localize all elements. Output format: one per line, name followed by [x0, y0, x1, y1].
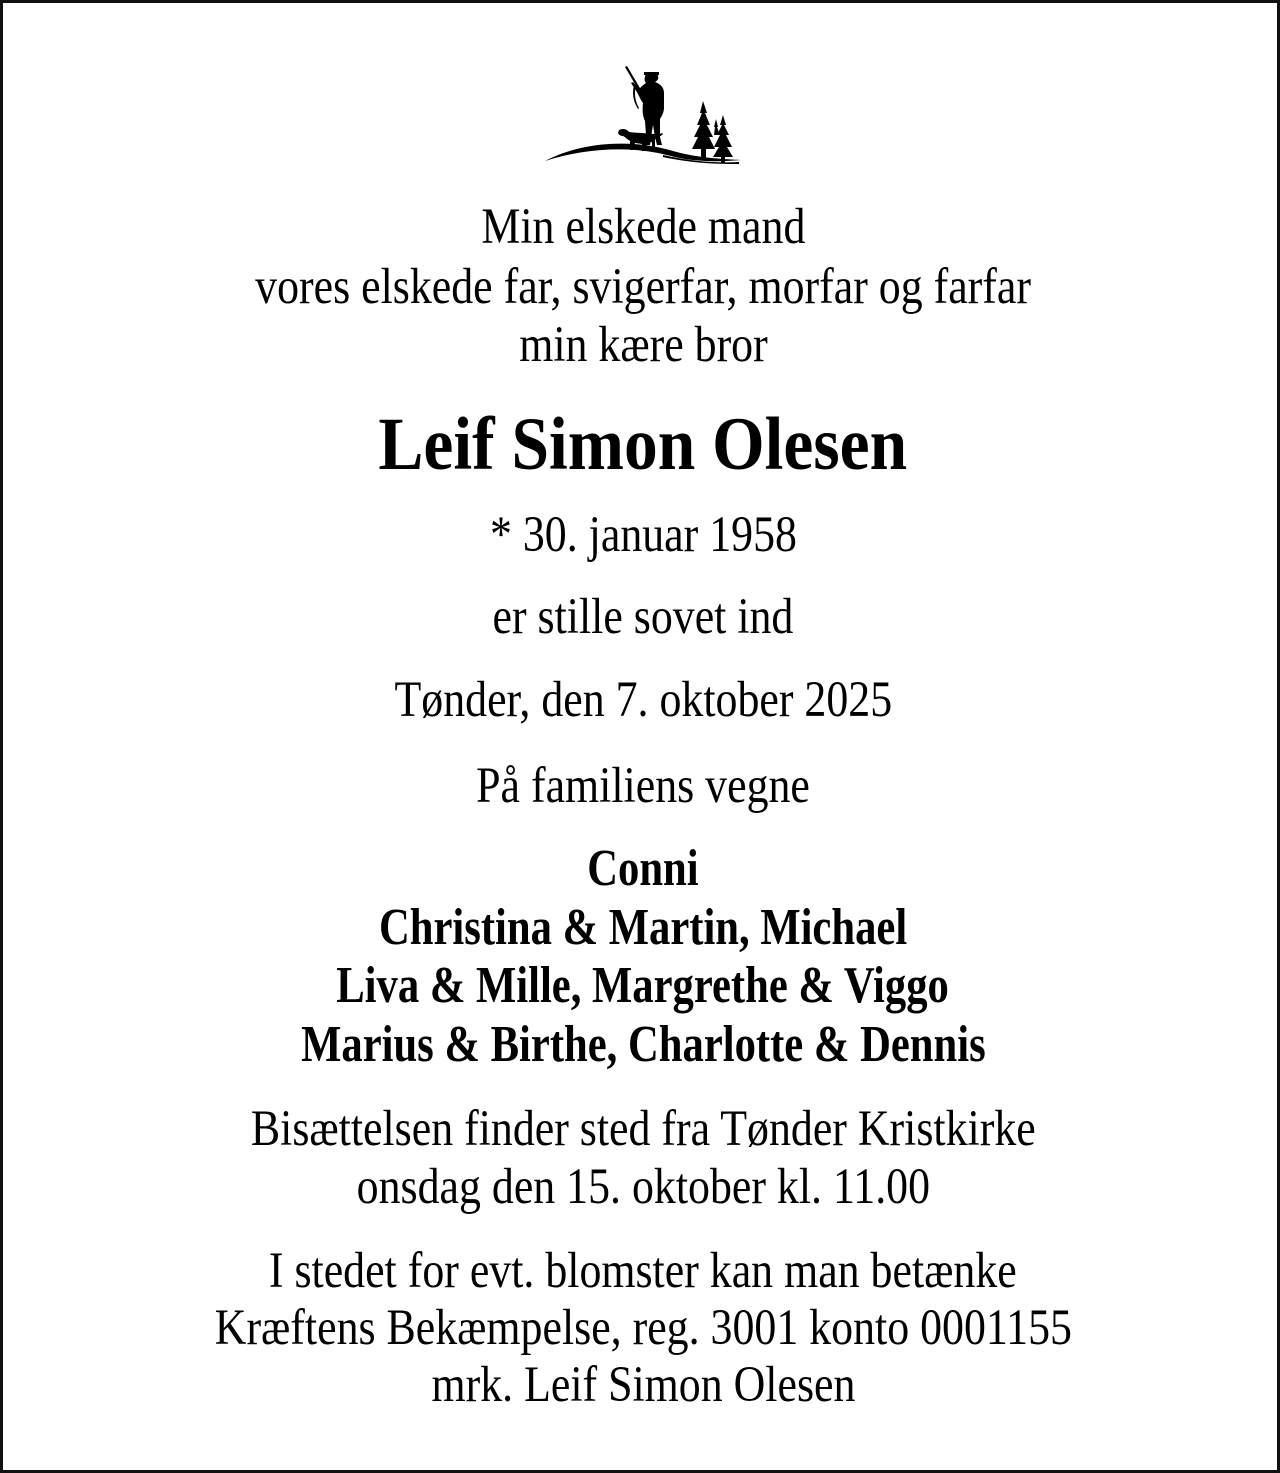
family-line: Marius & Birthe, Charlotte & Dennis: [300, 1016, 986, 1073]
family-line: Christina & Martin, Michael: [378, 899, 908, 956]
intro-line: min kære bror: [518, 317, 768, 373]
birth-date: * 30. januar 1958: [489, 507, 797, 563]
family-line: Conni: [587, 840, 699, 897]
family-line: Liva & Mille, Margrethe & Viggo: [336, 957, 950, 1014]
intro-line: vores elskede far, svigerfar, morfar og farfar: [255, 259, 1031, 315]
donation-line: mrk. Leif Simon Olesen: [431, 1357, 855, 1413]
passing-phrase: er stille sovet ind: [492, 589, 794, 645]
donation-line: Kræftens Bekæmpelse, reg. 3001 konto 0001155: [214, 1300, 1072, 1356]
funeral-line: Bisættelsen finder sted fra Tønder Kristkirke: [250, 1101, 1036, 1157]
funeral-line: onsdag den 15. oktober kl. 11.00: [356, 1159, 930, 1215]
hunter-with-dog-and-trees-icon: [543, 63, 743, 168]
donation-line: I stedet for evt. blomster kan man betænke: [269, 1243, 1017, 1299]
deceased-name: Leif Simon Olesen: [378, 403, 908, 486]
place-and-date: Tønder, den 7. oktober 2025: [394, 672, 892, 728]
on-behalf-text: På familiens vegne: [476, 758, 810, 814]
intro-line: Min elskede mand: [480, 199, 806, 255]
